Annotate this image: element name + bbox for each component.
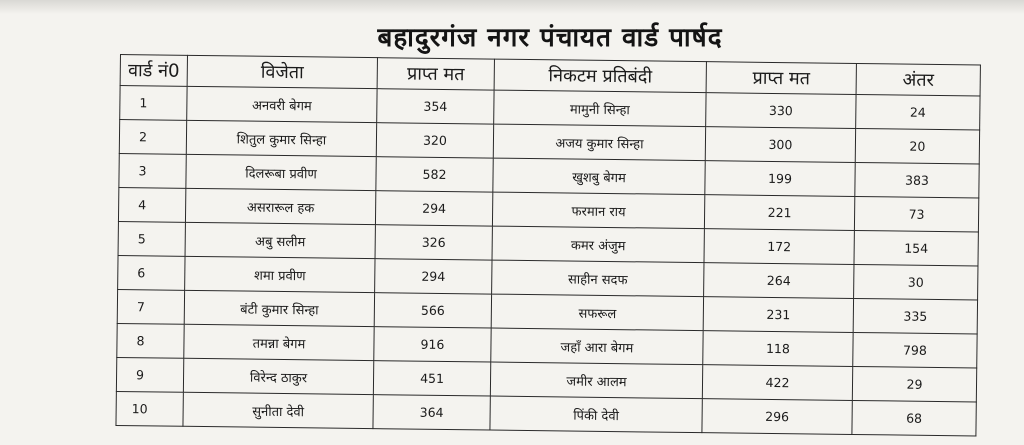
ward-number: 3	[119, 153, 186, 188]
winner-votes: 326	[375, 225, 492, 260]
winner-name: सुनीता देवी	[183, 392, 373, 428]
page-top-shadow	[0, 0, 1024, 14]
runner-up-name: फरमान राय	[492, 192, 704, 229]
ward-number: 6	[118, 255, 185, 290]
winner-votes: 294	[375, 191, 492, 226]
page-title: बहादुरगंज नगर पंचायत वार्ड पार्षद	[377, 23, 723, 53]
winner-votes: 294	[375, 259, 492, 294]
results-sheet	[115, 54, 980, 444]
vote-margin: 798	[853, 332, 977, 368]
ward-number: 8	[117, 323, 184, 358]
winner-votes: 320	[376, 123, 493, 158]
header-runner-up-votes: प्राप्त मत	[706, 62, 856, 95]
winner-name: तमन्ना बेगम	[184, 324, 374, 360]
ward-number: 4	[118, 187, 185, 222]
runner-up-name: मामुनी सिन्हा	[494, 90, 706, 127]
runner-up-votes: 231	[703, 297, 853, 333]
ward-number: 1	[120, 86, 187, 121]
header-runner-up: निकटम प्रतिबंदी	[494, 59, 706, 93]
winner-name: दिलरूबा प्रवीण	[186, 154, 376, 190]
ward-number: 7	[117, 289, 184, 324]
runner-up-name: पिंकी देवी	[490, 396, 702, 433]
winner-votes: 364	[373, 395, 490, 430]
vote-margin: 335	[853, 298, 977, 334]
header-winner-votes: प्राप्त मत	[377, 58, 494, 90]
vote-margin: 154	[854, 230, 978, 266]
runner-up-votes: 330	[706, 93, 856, 129]
ward-number: 10	[116, 391, 183, 426]
runner-up-votes: 264	[704, 263, 854, 299]
winner-name: अनवरी बेगम	[187, 86, 377, 122]
header-winner: विजेता	[187, 55, 377, 88]
winner-votes: 582	[376, 157, 493, 192]
vote-margin: 68	[852, 400, 976, 436]
vote-margin: 383	[855, 162, 979, 198]
ward-number: 2	[119, 120, 186, 155]
vote-margin: 24	[856, 94, 980, 130]
runner-up-name: अजय कुमार सिन्हा	[493, 124, 705, 161]
runner-up-name: खुशबु बेगम	[493, 158, 705, 195]
winner-name: विरेन्द ठाकुर	[183, 358, 373, 394]
winner-name: अबु सलीम	[185, 222, 375, 258]
vote-margin: 20	[855, 128, 979, 164]
vote-margin: 30	[854, 264, 978, 300]
runner-up-votes: 422	[702, 365, 852, 401]
ward-number: 5	[118, 221, 185, 256]
winner-name: बंटी कुमार सिन्हा	[184, 290, 374, 326]
runner-up-name: जमीर आलम	[490, 362, 702, 399]
runner-up-votes: 118	[703, 331, 853, 367]
header-ward-no: वार्ड नं0	[120, 55, 187, 87]
runner-up-name: कमर अंजुम	[492, 226, 704, 263]
runner-up-votes: 296	[702, 399, 852, 435]
runner-up-votes: 221	[704, 195, 854, 231]
winner-name: शितुल कुमार सिन्हा	[186, 120, 376, 156]
winner-votes: 451	[373, 361, 490, 396]
runner-up-name: सफरूल	[491, 294, 703, 331]
winner-votes: 354	[377, 89, 494, 124]
winner-votes: 916	[374, 327, 491, 362]
vote-margin: 29	[852, 366, 976, 402]
runner-up-name: साहीन सदफ	[492, 260, 704, 297]
runner-up-votes: 199	[705, 161, 855, 197]
results-table	[115, 54, 980, 436]
header-margin: अंतर	[856, 63, 980, 96]
winner-votes: 566	[374, 293, 491, 328]
runner-up-votes: 300	[705, 127, 855, 163]
vote-margin: 73	[854, 196, 978, 232]
ward-number: 9	[116, 357, 183, 392]
runner-up-name: जहाँ आरा बेगम	[491, 328, 703, 365]
winner-name: असरारूल हक	[185, 188, 375, 224]
runner-up-votes: 172	[704, 229, 854, 265]
winner-name: शमा प्रवीण	[185, 256, 375, 292]
